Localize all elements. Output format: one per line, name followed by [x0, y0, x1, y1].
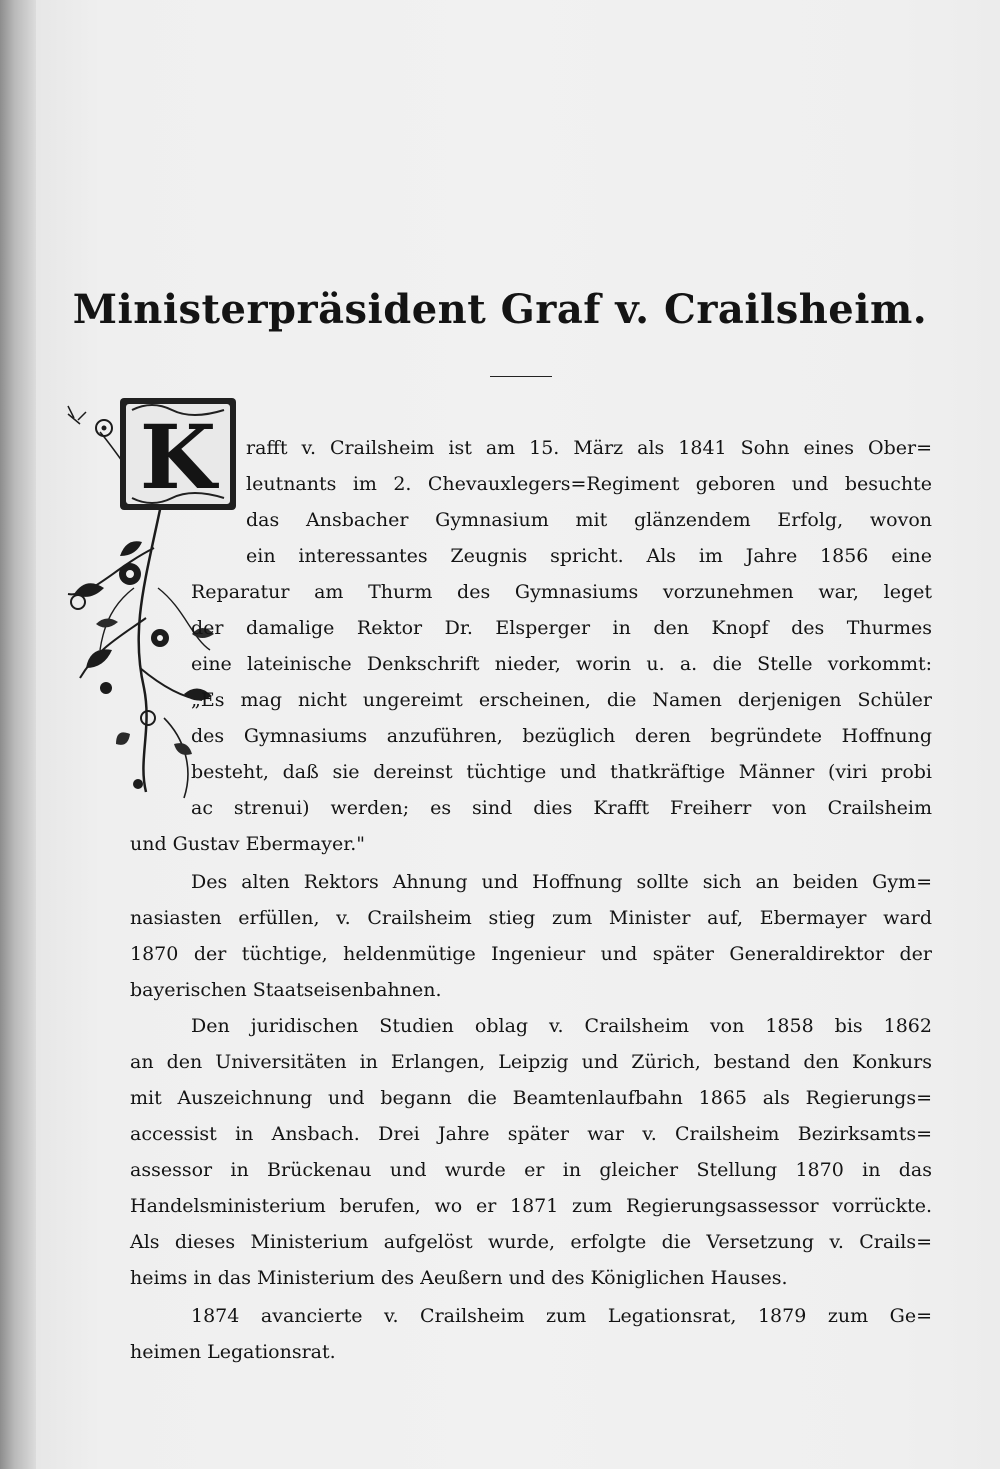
text-line: an den Universitäten in Erlangen, Leipzig und Zürich, bestand den Konkurs: [130, 1051, 932, 1073]
drop-cap-letter: K: [139, 405, 217, 509]
text-line: Des alten Rektors Ahnung und Hoffnung sollte sich an beiden Gym=: [191, 871, 932, 893]
page-gutter-shadow: [0, 0, 36, 1469]
title-divider: [490, 376, 552, 377]
text-line: mit Auszeichnung und begann die Beamtenlaufbahn 1865 als Regierungs=: [130, 1087, 932, 1109]
text-line: des Gymnasiums anzuführen, bezüglich deren begründete Hoffnung: [191, 725, 932, 747]
text-line: besteht, daß sie dereinst tüchtige und thatkräftige Männer (viri probi: [191, 761, 932, 783]
text-line: ein interessantes Zeugnis spricht. Als im Jahre 1856 eine: [246, 545, 932, 567]
text-line: das Ansbacher Gymnasium mit glänzendem Erfolg, wovon: [246, 509, 932, 531]
text-line: accessist in Ansbach. Drei Jahre später war v. Crailsheim Bezirksamts=: [130, 1123, 932, 1145]
text-line: eine lateinische Denkschrift nieder, worin u. a. die Stelle vorkommt:: [191, 653, 932, 675]
text-line: Als dieses Ministerium aufgelöst wurde, erfolgte die Versetzung v. Crails=: [130, 1231, 932, 1253]
text-line: ac strenui) werden; es sind dies Krafft Freiherr von Crailsheim: [191, 797, 932, 819]
text-line: 1874 avancierte v. Crailsheim zum Legationsrat, 1879 zum Ge=: [191, 1305, 932, 1327]
text-line: bayerischen Staatseisenbahnen.: [130, 979, 442, 1001]
text-line: Den juridischen Studien oblag v. Crailsheim von 1858 bis 1862: [191, 1015, 932, 1037]
text-line: und Gustav Ebermayer.": [130, 833, 366, 855]
text-line: der damalige Rektor Dr. Elsperger in den Knopf des Thurmes: [191, 617, 932, 639]
text-line: Handelsministerium berufen, wo er 1871 zum Regierungsassessor vorrückte.: [130, 1195, 932, 1217]
text-line: heimen Legationsrat.: [130, 1341, 336, 1363]
text-line: leutnants im 2. Chevauxlegers=Regiment geboren und besuchte: [246, 473, 932, 495]
text-line: heims in das Ministerium des Aeußern und des Königlichen Hauses.: [130, 1267, 788, 1289]
text-line: assessor in Brückenau und wurde er in gleicher Stellung 1870 in das: [130, 1159, 932, 1181]
text-line: rafft v. Crailsheim ist am 15. März als 1841 Sohn eines Ober=: [246, 437, 932, 459]
text-line: „Es mag nicht ungereimt erscheinen, die Namen derjenigen Schüler: [191, 689, 932, 711]
text-line: 1870 der tüchtige, heldenmütige Ingenieur und später Generaldirektor der: [130, 943, 932, 965]
text-line: Reparatur am Thurm des Gymnasiums vorzunehmen war, leget: [191, 581, 932, 603]
text-line: nasiasten erfüllen, v. Crailsheim stieg zum Minister auf, Ebermayer ward: [130, 907, 932, 929]
page-title: Ministerpräsident Graf v. Crailsheim.: [72, 286, 928, 333]
